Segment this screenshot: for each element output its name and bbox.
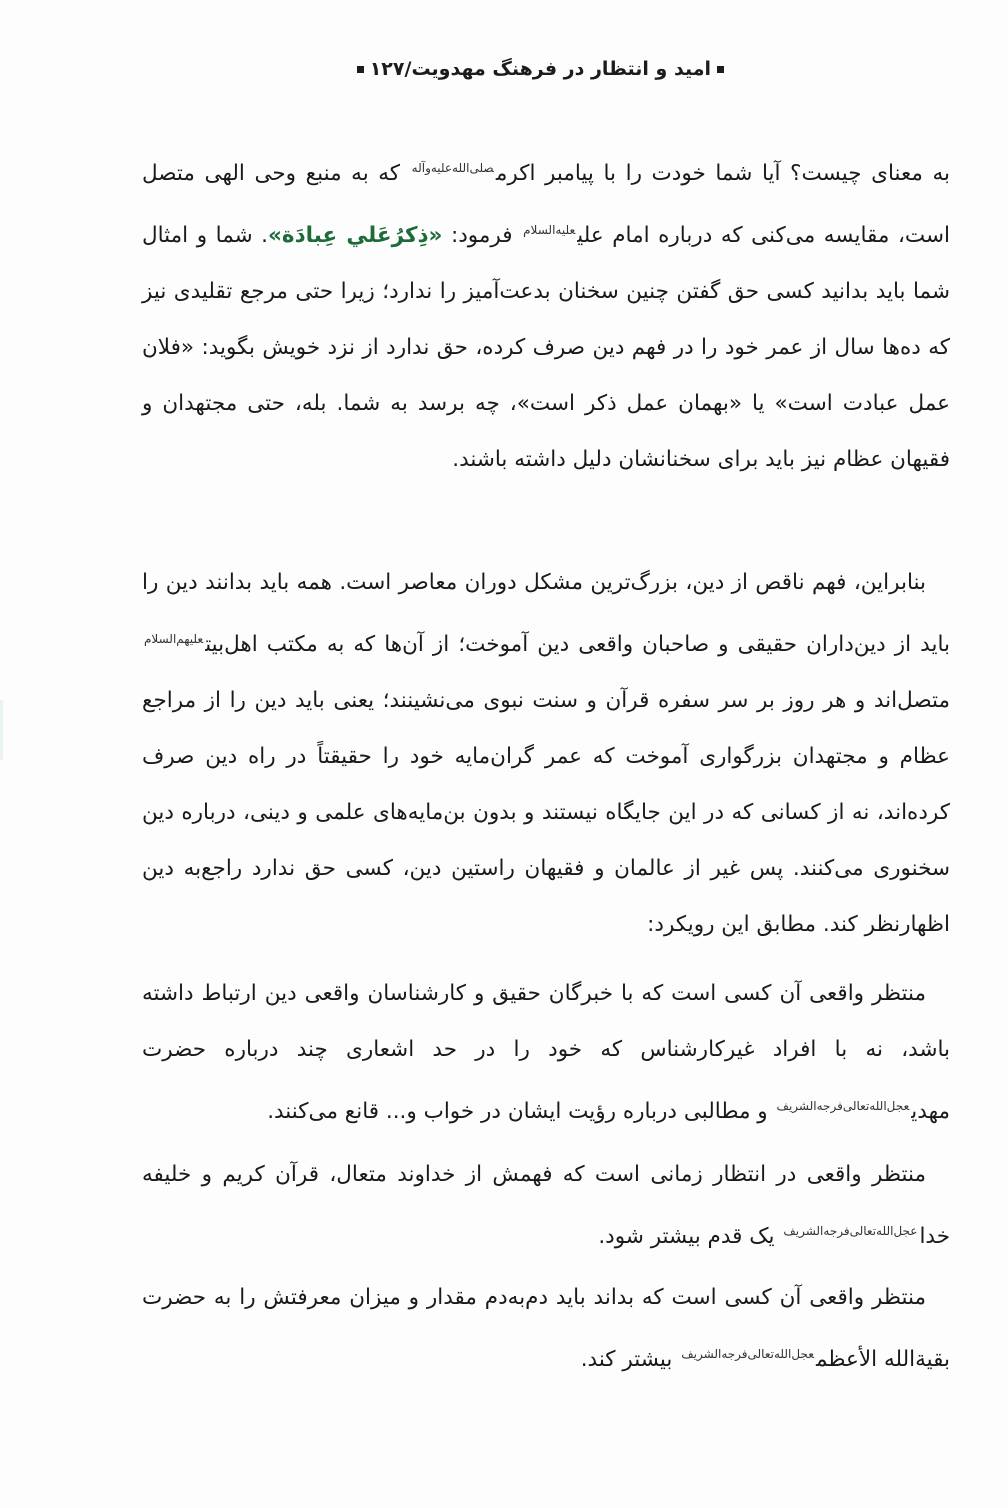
honorific-mahdi: عجل‌الله‌تعالی‌فرجه‌الشریف xyxy=(776,1099,910,1113)
hadith-quote: «ذِکرُعَلي عِبادَة» xyxy=(268,223,443,249)
paragraph-text: به معنای چیست؟ آیا شما خودت را با پیامبر اکرم xyxy=(495,161,950,187)
honorific-imam-ali: علیه‌السلام xyxy=(523,223,576,238)
paragraph-4 xyxy=(142,1147,950,1265)
paragraph-text: . شما و امثال شما باید بدانید کسی حق گفتن چنین سخنان بدعت‌آمیز را ندارد؛ زیرا حتی مرجع تقلیدی نیز که ده‌ها سال از عمر خود را در فهم دین صرف کرده، حق ندارد از نزد خویش بگوید: «فلان عمل عبادت است» یا «بهمان عمل ذکر است»، چه برسد به شما. بله، حتی مجتهدان و فقیهان عظام نیز باید برای سخنانشان دلیل داشته باشند. xyxy=(142,223,950,473)
header-square-bullet xyxy=(717,66,724,73)
header-title: امید و انتظار در فرهنگ مهدویت/۱۲۷ xyxy=(369,58,711,80)
paragraph-text: منتظر واقعی در انتظار زمانی است که فهمش از خداوند متعال، قرآن کریم و خلیفه خدا xyxy=(142,1162,950,1250)
paragraph-text: منتظر واقعی آن کسی است که با خبرگان حقیق و کارشناسان واقعی دین ارتباط داشته باشد، نه با افراد غیرکارشناس که خود را در حد اشعاری چند درباره حضرت مهدی xyxy=(142,981,950,1125)
paragraph-text: بنابراین، فهم ناقص از دین، بزرگ‌ترین مشکل دوران معاصر است. همه باید بدانند دین را باید از دین‌داران حقیقی و صاحبان واقعی دین آموخت؛ از آن‌ها که به مکتب اهل‌بیت xyxy=(142,570,950,658)
paragraph-2 xyxy=(142,555,950,953)
paragraph-text: و مطالبی درباره رؤیت ایشان در خواب و... قانع می‌کنند. xyxy=(267,1099,768,1125)
honorific-mahdi: عجل‌الله‌تعالی‌فرجه‌الشریف xyxy=(783,1224,918,1238)
paragraph-1 xyxy=(142,140,950,488)
paragraph-text: منتظر واقعی آن کسی است که بداند باید دم‌به‌دم مقدار و میزان معرفتش را به حضرت بقیة‌الله الأعظم xyxy=(142,1285,950,1373)
page-edge-tint xyxy=(0,700,3,760)
honorific-ahl-al-bayt: علیهم‌السلام xyxy=(144,632,204,646)
paragraph-text: که به منبع وحی الهی متصل است، مقایسه می‌کنی که درباره امام علی xyxy=(142,161,950,249)
header-square-bullet xyxy=(357,66,364,73)
paragraph-text: متصل‌اند و هر روز بر سر سفره قرآن و سنت نبوی می‌نشینند؛ یعنی باید دین را از مراجع عظام و مجتهدان بزرگواری آموخت که عمر گران‌مایه خود را حقیقتاً در راه دین صرف کرده‌اند، نه از کسانی که در این جایگاه نیستند و بدون بن‌مایه‌های علمی و دینی، درباره دین سخنوری می‌کنند. پس غیر از عالمان و فقیهان راستین دین، کسی حق ندارد راجع‌به دین اظهارنظر کند. مطابق این رویکرد: xyxy=(142,688,950,938)
paragraph-text: فرمود: xyxy=(450,223,513,249)
paragraph-text: بیشتر کند. xyxy=(580,1347,673,1373)
paragraph-text: یک قدم بیشتر شود. xyxy=(598,1224,775,1250)
running-header xyxy=(351,58,730,80)
honorific-prophet: صلی‌الله‌علیه‌وآله xyxy=(411,161,494,175)
honorific-mahdi: عجل‌الله‌تعالی‌فرجه‌الشریف xyxy=(681,1347,814,1361)
paragraph-3 xyxy=(142,966,950,1140)
paragraph-5 xyxy=(142,1270,950,1388)
